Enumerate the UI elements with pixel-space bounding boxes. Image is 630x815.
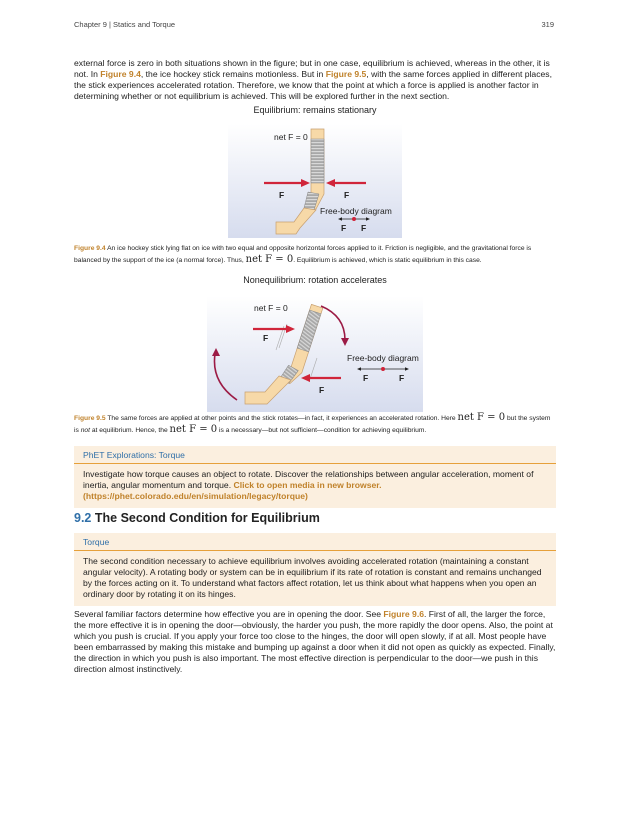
grip-tape [311, 139, 324, 183]
phet-box-body: Investigate how torque causes an object to rotate. Discover the relationships between angular acceleration, moment of inertia, angular momentum and torque. Click to open media in new browser. (https://phet.colorado.edu/en/simulation/legacy/torque) [83, 469, 534, 501]
figure-9-4-image [228, 124, 402, 238]
fbd-force-label-2: F [361, 223, 367, 233]
phet-explorations-box [74, 446, 556, 508]
force-label-right: F [344, 190, 350, 200]
intro-paragraph: external force is zero in both situations shown in the figure; but in one case, equilibrium is achieved, whereas in the other, it is not. In Figure 9.4, the ice hockey stick remains motionless. But in Figure 9.5, with the same forces applied in different places, the stick experiences accelerated rotation. Therefore, we know that the point at which a force is applied is another factor in determining whether or not equilibrium is achieved. This will be explored further in the next section. [74, 58, 552, 101]
net-force-label: net F = 0 [274, 132, 308, 142]
fbd-label: Free-body diagram [320, 206, 392, 216]
torque-box [74, 533, 556, 606]
figure-9-5-link[interactable]: Figure 9.5 [325, 69, 367, 79]
phet-torque-link[interactable]: Click to open media in new browser. (https://phet.colorado.edu/en/simulation/legacy/torque) [83, 480, 382, 501]
door-paragraph: Several familiar factors determine how effective you are in opening the door. See Figure 9.6. First of all, the larger the force, the more effective it is in opening the door—obviously, the harder you push, the more rapidly the door opens. Also, the point at which you push is crucial. If you apply your force too close to the hinges, the door will open slowly, if at all. Most people have been embarrassed by making this mistake and bumping up against a door when it did not open as quickly as expected. Finally, the direction in which you push is also important. The most effective direction is perpendicular to the door—we push in this direction almost instinctively. [74, 609, 556, 674]
running-header-chapter: Chapter 9 | Statics and Torque [74, 20, 176, 29]
figure-9-4-title: Equilibrium: remains stationary [253, 105, 377, 115]
figure-9-4-caption: Figure 9.4 An ice hockey stick lying flat on ice with two equal and opposite horizontal forces applied to it. Friction is negligible, and the gravitational force is balanced by the support of the ice (a normal force). Thus, net F = 0. Equilibrium is achieved, which is static equilibrium in this case. [74, 245, 532, 265]
fbd-force-label-2: F [399, 373, 405, 383]
figure-9-5-caption: Figure 9.5 The same forces are applied at other points and the stick rotates—in fact, it experiences an accelerated rotation. Here net F = 0 but the system is not at equilibrium. Hence, the net F = 0 is a necessary—but not sufficient—condition for achieving equilibrium. [74, 412, 551, 435]
force-label-top: F [263, 333, 269, 343]
fbd-force-label-1: F [341, 223, 347, 233]
section-heading [74, 511, 320, 525]
figure-9-4-link[interactable]: Figure 9.4 [100, 69, 141, 79]
fbd-label: Free-body diagram [347, 353, 419, 363]
figure-9-5-title: Nonequilibrium: rotation accelerates [243, 275, 387, 285]
figure-9-6-link[interactable]: Figure 9.6 [383, 609, 424, 619]
section-title: The Second Condition for Equilibrium [94, 511, 320, 525]
section-number: 9.2 [74, 511, 92, 525]
fbd-force-label-1: F [363, 373, 369, 383]
figure-9-5-image [207, 296, 423, 412]
force-label-left: F [279, 190, 285, 200]
force-label-bottom: F [319, 385, 325, 395]
torque-box-title: Torque [74, 533, 556, 551]
fbd-point [352, 217, 356, 221]
torque-box-body: The second condition necessary to achieve equilibrium involves avoiding accelerated rotation (maintaining a constant angular velocity). A rotating body or system can be in equilibrium if its rate of rotation is constant and remains unchanged by the forces acting on it. To understand what factors affect rotation, let us think about what happens when you open an ordinary door by rotating it on its hinges. [83, 556, 542, 599]
phet-box-title: PhET Explorations: Torque [74, 446, 556, 464]
page-number: 319 [541, 20, 554, 29]
fbd-point [381, 367, 385, 371]
net-force-label: net F = 0 [254, 303, 288, 313]
